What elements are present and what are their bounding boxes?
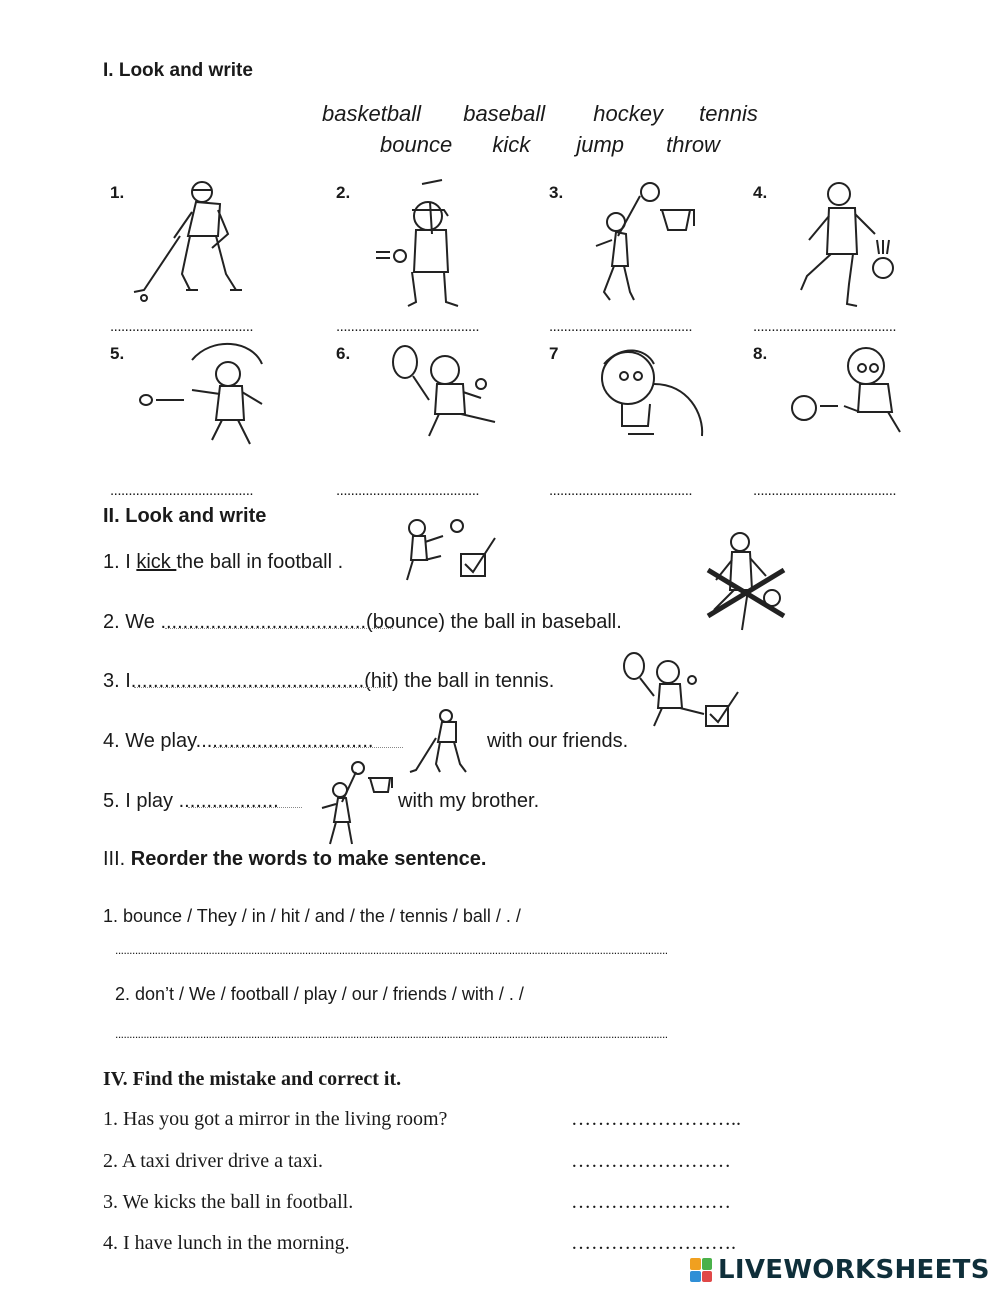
s4-dots-1: …………………….. — [571, 1108, 741, 1130]
s4-dots-2: …………………… — [571, 1150, 731, 1172]
answer-dots-3: ....................................... — [549, 318, 693, 335]
s2-2-suffix: (bounce) the ball in baseball. — [366, 611, 622, 633]
s4-dots-4: ……………………. — [571, 1232, 736, 1254]
tennis-girl-icon — [385, 340, 510, 445]
s2-3-prefix: 3. I — [103, 670, 131, 692]
item-number-2: 2. — [336, 183, 351, 202]
s3-answer-line-1: ................................................................................................................................................................................................... — [115, 943, 668, 957]
section3-heading-text: Reorder the words to make sentence. — [130, 848, 487, 870]
answer-dots-1: ....................................... — [110, 318, 254, 335]
section1-heading: I. Look and write — [103, 60, 253, 81]
logo-square-4 — [702, 1271, 713, 1283]
s2-1-rest: the ball in football . — [176, 551, 344, 573]
item-number-7: 7 — [549, 344, 559, 363]
item-number-6: 6. — [336, 344, 351, 363]
s2-4-prefix: 4. We play — [103, 730, 196, 752]
logo-badge-icon — [690, 1258, 712, 1282]
logo-square-2 — [702, 1258, 713, 1270]
s3-question-2: 2. don’t / We / football / play / our / friends / with / . / — [115, 984, 524, 1004]
answer-dots-6: ....................................... — [336, 482, 480, 499]
word-bank-row2 — [380, 132, 720, 158]
s4-answer-input-3[interactable] — [571, 1187, 755, 1207]
s4-answer-input-1[interactable] — [571, 1104, 767, 1124]
section4-heading: IV. Find the mistake and correct it. — [103, 1068, 402, 1090]
s3-answer-input-2[interactable] — [115, 1014, 930, 1034]
s4-answer-input-2[interactable] — [571, 1146, 755, 1166]
s2-5-answer-input[interactable] — [188, 787, 302, 808]
item-number-4: 4. — [753, 183, 768, 202]
basketball-girl-icon — [318, 760, 396, 848]
section2-heading: II. Look and write — [103, 505, 267, 527]
s2-1-example-answer: kick — [136, 551, 177, 573]
word-throw: throw — [666, 132, 720, 157]
s4-item-3: 3. We kicks the ball in football. — [103, 1191, 354, 1213]
bouncing-ball-boy-icon — [795, 180, 900, 308]
word-hockey: hockey — [593, 101, 663, 126]
kicking-boy-check-icon — [395, 516, 505, 586]
s2-5-prefix: 5. I play — [103, 790, 179, 812]
item-number-5: 5. — [110, 344, 125, 363]
bouncing-boy-crossed-icon — [700, 530, 792, 635]
s2-5-suffix: with my brother. — [398, 790, 540, 812]
word-basketball: basketball — [322, 101, 422, 126]
logo-text: LIVEWORKSHEETS — [718, 1255, 990, 1285]
logo-square-1 — [690, 1258, 701, 1270]
s2-2-dots: ..................................... — [160, 611, 367, 633]
item-number-3: 3. — [549, 183, 564, 202]
kicking-boy-icon — [788, 342, 916, 442]
s2-2-prefix: 2. We — [103, 611, 161, 633]
answer-dots-8: ....................................... — [753, 482, 897, 499]
s2-3-answer-input[interactable] — [134, 667, 388, 688]
logo-square-3 — [690, 1271, 701, 1283]
throwing-boy-icon — [132, 340, 282, 448]
s2-4-answer-input[interactable] — [213, 727, 403, 748]
word-tennis: tennis — [699, 101, 758, 126]
baseball-batter-icon — [372, 178, 472, 310]
answer-dots-5: ....................................... — [110, 482, 254, 499]
liveworksheets-logo — [690, 1256, 990, 1284]
jumping-boy-icon — [592, 344, 712, 440]
s4-item-4: 4. I have lunch in the morning. — [103, 1232, 350, 1254]
s4-dots-3: …………………… — [571, 1191, 731, 1213]
section3-heading-prefix: III. — [103, 848, 131, 870]
answer-dots-4: ....................................... — [753, 318, 897, 335]
s3-answer-line-2: ................................................................................................................................................................................................... — [115, 1027, 668, 1041]
s3-question-1: 1. bounce / They / in / hit / and / the / tennis / ball / . / — [103, 906, 521, 926]
s2-sentence-1 — [103, 551, 343, 574]
tennis-girl-check-icon — [620, 650, 742, 732]
s2-5-dots: .................. — [178, 790, 279, 812]
item-number-1: 1. — [110, 183, 125, 202]
s4-item-1: 1. Has you got a mirror in the living room? — [103, 1108, 448, 1130]
basketball-jump-icon — [590, 180, 700, 304]
s2-4-suffix: with our friends. — [487, 730, 629, 752]
section3-heading — [103, 848, 486, 871]
hockey-player-small-icon — [408, 708, 470, 780]
answer-dots-7: ....................................... — [549, 482, 693, 499]
s2-3-dots: .......................................... — [130, 670, 365, 692]
word-bank-row1 — [322, 101, 758, 127]
s2-3-suffix: (hit) the ball in tennis. — [364, 670, 555, 692]
word-bounce: bounce — [380, 132, 453, 157]
word-kick: kick — [492, 132, 531, 157]
item-number-8: 8. — [753, 344, 768, 363]
s2-1-number: 1. I — [103, 551, 137, 573]
answer-dots-2: ....................................... — [336, 318, 480, 335]
s4-item-2: 2. A taxi driver drive a taxi. — [103, 1150, 323, 1172]
word-baseball: baseball — [463, 101, 546, 126]
s2-2-answer-input[interactable] — [165, 608, 393, 629]
s2-4-dots: ................................ — [195, 730, 374, 752]
hockey-player-icon — [130, 178, 250, 306]
s4-answer-input-4[interactable] — [571, 1228, 761, 1248]
word-jump: jump — [576, 132, 625, 157]
s3-answer-input-1[interactable] — [115, 930, 930, 950]
